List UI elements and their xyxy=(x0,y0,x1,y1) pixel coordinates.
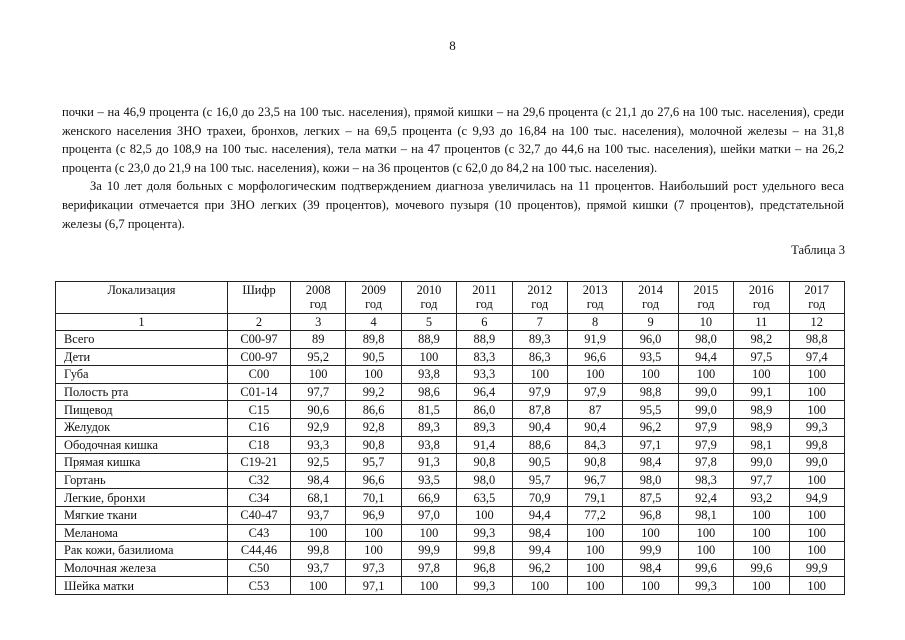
value-cell: 100 xyxy=(291,366,346,384)
localization-cell: Дети xyxy=(56,348,228,366)
value-cell: 98,4 xyxy=(512,524,567,542)
value-cell: 100 xyxy=(291,577,346,595)
header-code: Шифр xyxy=(228,282,291,314)
value-cell: 93,2 xyxy=(734,489,789,507)
value-cell: 77,2 xyxy=(567,506,622,524)
value-cell: 91,4 xyxy=(457,436,512,454)
value-cell: 89 xyxy=(291,331,346,349)
value-cell: 100 xyxy=(567,559,622,577)
value-cell: 98,4 xyxy=(623,454,678,472)
value-cell: 87 xyxy=(567,401,622,419)
column-number-cell: 2 xyxy=(228,314,291,331)
header-year-value: 2013 xyxy=(582,283,608,297)
value-cell: 100 xyxy=(734,577,789,595)
value-cell: 90,4 xyxy=(567,418,622,436)
value-cell: 97,0 xyxy=(401,506,456,524)
header-localization: Локализация xyxy=(56,282,228,314)
localization-cell: Молочная железа xyxy=(56,559,228,577)
header-year xyxy=(734,282,789,314)
header-year xyxy=(567,282,622,314)
value-cell: 97,7 xyxy=(291,383,346,401)
value-cell: 92,9 xyxy=(291,418,346,436)
column-number-cell: 8 xyxy=(567,314,622,331)
value-cell: 100 xyxy=(734,506,789,524)
value-cell: 100 xyxy=(346,366,401,384)
column-number-row xyxy=(56,314,845,331)
value-cell: 97,1 xyxy=(346,577,401,595)
value-cell: 100 xyxy=(567,542,622,560)
table-row xyxy=(56,542,845,560)
value-cell: 99,0 xyxy=(734,454,789,472)
value-cell: 93,5 xyxy=(623,348,678,366)
code-cell: С32 xyxy=(228,471,291,489)
value-cell: 86,3 xyxy=(512,348,567,366)
table-row xyxy=(56,471,845,489)
paragraph-continuation: почки – на 46,9 процента (с 16,0 до 23,5 на 100 тыс. населения), прямой кишки – на 29,6 процента (с 21,1 до 27,6 на 100 тыс. населения), среди женского населения ЗНО трахеи, бронхов, легких – на 69,5 процента (с 9,93 до 16,84 на 100 тыс. населения), молочной железы – на 31,8 процента (с 82,5 до 108,9 на 100 тыс. населения), тела матки – на 47 процентов (с 32,7 до 44,6 на 100 тыс. населения), шейки матки – на 26,2 процента (с 23,0 до 21,9 на 100 тыс. населения), кожи – на 36 процентов (с 62,0 до 84,2 на 100 тыс. населения). xyxy=(62,105,844,175)
code-cell: С00-97 xyxy=(228,331,291,349)
value-cell: 93,3 xyxy=(291,436,346,454)
value-cell: 88,9 xyxy=(457,331,512,349)
value-cell: 92,5 xyxy=(291,454,346,472)
header-year-value: 2015 xyxy=(693,283,719,297)
value-cell: 100 xyxy=(789,542,844,560)
value-cell: 100 xyxy=(346,542,401,560)
localization-cell: Пищевод xyxy=(56,401,228,419)
value-cell: 94,9 xyxy=(789,489,844,507)
table-row xyxy=(56,348,845,366)
localization-cell: Прямая кишка xyxy=(56,454,228,472)
code-cell: С01-14 xyxy=(228,383,291,401)
table-header-row xyxy=(56,282,845,314)
value-cell: 98,8 xyxy=(623,383,678,401)
header-year-word: год xyxy=(697,297,715,311)
table-row xyxy=(56,577,845,595)
value-cell: 98,6 xyxy=(401,383,456,401)
value-cell: 100 xyxy=(401,348,456,366)
value-cell: 98,4 xyxy=(291,471,346,489)
value-cell: 63,5 xyxy=(457,489,512,507)
value-cell: 88,9 xyxy=(401,331,456,349)
value-cell: 97,7 xyxy=(734,471,789,489)
value-cell: 97,9 xyxy=(567,383,622,401)
value-cell: 100 xyxy=(512,366,567,384)
value-cell: 98,0 xyxy=(678,331,733,349)
table-row xyxy=(56,418,845,436)
localization-cell: Шейка матки xyxy=(56,577,228,595)
table-row xyxy=(56,524,845,542)
value-cell: 96,9 xyxy=(346,506,401,524)
value-cell: 93,3 xyxy=(457,366,512,384)
value-cell: 100 xyxy=(734,366,789,384)
value-cell: 100 xyxy=(678,542,733,560)
header-year-word: год xyxy=(531,297,549,311)
value-cell: 100 xyxy=(789,577,844,595)
value-cell: 87,5 xyxy=(623,489,678,507)
header-year-word: год xyxy=(475,297,493,311)
value-cell: 90,8 xyxy=(567,454,622,472)
localization-cell: Меланома xyxy=(56,524,228,542)
localization-cell: Рак кожи, базилиома xyxy=(56,542,228,560)
value-cell: 88,6 xyxy=(512,436,567,454)
value-cell: 84,3 xyxy=(567,436,622,454)
value-cell: 97,9 xyxy=(512,383,567,401)
value-cell: 98,8 xyxy=(789,331,844,349)
code-cell: С44,46 xyxy=(228,542,291,560)
value-cell: 95,7 xyxy=(346,454,401,472)
column-number-cell: 10 xyxy=(678,314,733,331)
value-cell: 100 xyxy=(789,401,844,419)
value-cell: 93,8 xyxy=(401,436,456,454)
code-cell: С18 xyxy=(228,436,291,454)
value-cell: 93,7 xyxy=(291,559,346,577)
value-cell: 93,7 xyxy=(291,506,346,524)
code-cell: С00 xyxy=(228,366,291,384)
header-year xyxy=(512,282,567,314)
table-row xyxy=(56,383,845,401)
value-cell: 96,2 xyxy=(512,559,567,577)
table-row xyxy=(56,506,845,524)
header-year-value: 2017 xyxy=(804,283,830,297)
value-cell: 100 xyxy=(789,524,844,542)
header-year-value: 2016 xyxy=(748,283,774,297)
value-cell: 95,5 xyxy=(623,401,678,419)
verification-table xyxy=(55,281,845,595)
header-year-word: год xyxy=(586,297,604,311)
value-cell: 86,0 xyxy=(457,401,512,419)
value-cell: 99,6 xyxy=(734,559,789,577)
value-cell: 94,4 xyxy=(678,348,733,366)
value-cell: 92,8 xyxy=(346,418,401,436)
value-cell: 100 xyxy=(623,366,678,384)
value-cell: 98,2 xyxy=(734,331,789,349)
column-number-cell: 3 xyxy=(291,314,346,331)
value-cell: 86,6 xyxy=(346,401,401,419)
localization-cell: Всего xyxy=(56,331,228,349)
value-cell: 89,3 xyxy=(512,331,567,349)
value-cell: 100 xyxy=(789,471,844,489)
value-cell: 100 xyxy=(789,366,844,384)
header-year xyxy=(457,282,512,314)
value-cell: 97,8 xyxy=(678,454,733,472)
code-cell: С16 xyxy=(228,418,291,436)
code-cell: С50 xyxy=(228,559,291,577)
header-year xyxy=(789,282,844,314)
value-cell: 95,2 xyxy=(291,348,346,366)
value-cell: 96,0 xyxy=(623,331,678,349)
value-cell: 98,4 xyxy=(623,559,678,577)
value-cell: 100 xyxy=(567,366,622,384)
value-cell: 90,6 xyxy=(291,401,346,419)
value-cell: 100 xyxy=(734,542,789,560)
value-cell: 99,4 xyxy=(512,542,567,560)
value-cell: 98,3 xyxy=(678,471,733,489)
column-number-cell: 6 xyxy=(457,314,512,331)
value-cell: 93,5 xyxy=(401,471,456,489)
table-row xyxy=(56,436,845,454)
value-cell: 90,4 xyxy=(512,418,567,436)
code-cell: С15 xyxy=(228,401,291,419)
value-cell: 97,4 xyxy=(789,348,844,366)
value-cell: 96,7 xyxy=(567,471,622,489)
value-cell: 100 xyxy=(734,524,789,542)
value-cell: 90,5 xyxy=(346,348,401,366)
header-year-value: 2012 xyxy=(527,283,553,297)
table-row xyxy=(56,366,845,384)
value-cell: 93,8 xyxy=(401,366,456,384)
value-cell: 98,0 xyxy=(623,471,678,489)
column-number-cell: 7 xyxy=(512,314,567,331)
value-cell: 100 xyxy=(346,524,401,542)
header-year-word: год xyxy=(642,297,659,311)
header-year xyxy=(291,282,346,314)
value-cell: 100 xyxy=(623,577,678,595)
value-cell: 92,4 xyxy=(678,489,733,507)
localization-cell: Мягкие ткани xyxy=(56,506,228,524)
header-year xyxy=(401,282,456,314)
value-cell: 100 xyxy=(567,577,622,595)
value-cell: 99,9 xyxy=(623,542,678,560)
value-cell: 97,9 xyxy=(678,436,733,454)
header-year-value: 2010 xyxy=(416,283,442,297)
localization-cell: Желудок xyxy=(56,418,228,436)
code-cell: С34 xyxy=(228,489,291,507)
header-year-word: год xyxy=(309,297,327,311)
value-cell: 99,3 xyxy=(457,524,512,542)
value-cell: 99,9 xyxy=(789,559,844,577)
value-cell: 100 xyxy=(678,524,733,542)
value-cell: 99,2 xyxy=(346,383,401,401)
value-cell: 98,1 xyxy=(678,506,733,524)
header-year xyxy=(346,282,401,314)
value-cell: 100 xyxy=(401,577,456,595)
value-cell: 97,5 xyxy=(734,348,789,366)
column-number-cell: 12 xyxy=(789,314,844,331)
table-row xyxy=(56,401,845,419)
header-year-word: год xyxy=(752,297,770,311)
column-number-cell: 1 xyxy=(56,314,228,331)
value-cell: 96,6 xyxy=(567,348,622,366)
value-cell: 89,8 xyxy=(346,331,401,349)
header-year xyxy=(678,282,733,314)
code-cell: С19-21 xyxy=(228,454,291,472)
value-cell: 100 xyxy=(401,524,456,542)
header-year-word: год xyxy=(808,297,826,311)
value-cell: 97,1 xyxy=(623,436,678,454)
localization-cell: Ободочная кишка xyxy=(56,436,228,454)
column-number-cell: 11 xyxy=(734,314,789,331)
code-cell: С43 xyxy=(228,524,291,542)
value-cell: 100 xyxy=(789,506,844,524)
table-caption: Таблица 3 xyxy=(791,243,845,257)
value-cell: 99,3 xyxy=(789,418,844,436)
table-row xyxy=(56,489,845,507)
value-cell: 87,8 xyxy=(512,401,567,419)
value-cell: 98,0 xyxy=(457,471,512,489)
value-cell: 66,9 xyxy=(401,489,456,507)
value-cell: 99,0 xyxy=(789,454,844,472)
page-number: 8 xyxy=(449,38,456,53)
value-cell: 95,7 xyxy=(512,471,567,489)
value-cell: 99,1 xyxy=(734,383,789,401)
value-cell: 98,1 xyxy=(734,436,789,454)
header-year-value: 2014 xyxy=(638,283,663,297)
value-cell: 68,1 xyxy=(291,489,346,507)
localization-cell: Легкие, бронхи xyxy=(56,489,228,507)
body-text xyxy=(62,103,844,233)
value-cell: 96,2 xyxy=(623,418,678,436)
localization-cell: Губа xyxy=(56,366,228,384)
value-cell: 97,8 xyxy=(401,559,456,577)
value-cell: 99,0 xyxy=(678,383,733,401)
value-cell: 90,8 xyxy=(346,436,401,454)
value-cell: 96,4 xyxy=(457,383,512,401)
value-cell: 70,1 xyxy=(346,489,401,507)
value-cell: 100 xyxy=(623,524,678,542)
column-number-cell: 4 xyxy=(346,314,401,331)
value-cell: 89,3 xyxy=(401,418,456,436)
code-cell: С00-97 xyxy=(228,348,291,366)
value-cell: 97,3 xyxy=(346,559,401,577)
header-year xyxy=(623,282,678,314)
value-cell: 100 xyxy=(678,366,733,384)
value-cell: 90,5 xyxy=(512,454,567,472)
value-cell: 89,3 xyxy=(457,418,512,436)
value-cell: 100 xyxy=(789,383,844,401)
header-year-value: 2011 xyxy=(472,283,497,297)
header-year-word: год xyxy=(365,297,383,311)
value-cell: 100 xyxy=(457,506,512,524)
header-year-value: 2009 xyxy=(361,283,386,297)
value-cell: 94,4 xyxy=(512,506,567,524)
table-row xyxy=(56,559,845,577)
value-cell: 91,9 xyxy=(567,331,622,349)
value-cell: 96,6 xyxy=(346,471,401,489)
value-cell: 99,0 xyxy=(678,401,733,419)
header-year-value: 2008 xyxy=(305,283,331,297)
header-year-word: год xyxy=(420,297,438,311)
value-cell: 100 xyxy=(291,524,346,542)
paragraph-verification: За 10 лет доля больных с морфологическим подтверждением диагноза увеличилась на 11 процентов. Наибольший рост удельного веса верификации отмечается при ЗНО легких (39 процентов), мочевого пузыря (10 процентов), прямой кишки (7 процентов), предстательной железы (6,7 процента). xyxy=(62,179,844,231)
value-cell: 98,9 xyxy=(734,401,789,419)
column-number-cell: 5 xyxy=(401,314,456,331)
value-cell: 99,8 xyxy=(291,542,346,560)
value-cell: 97,9 xyxy=(678,418,733,436)
value-cell: 99,8 xyxy=(789,436,844,454)
value-cell: 99,6 xyxy=(678,559,733,577)
value-cell: 100 xyxy=(512,577,567,595)
value-cell: 100 xyxy=(567,524,622,542)
localization-cell: Полость рта xyxy=(56,383,228,401)
value-cell: 99,8 xyxy=(457,542,512,560)
table-row xyxy=(56,331,845,349)
value-cell: 91,3 xyxy=(401,454,456,472)
value-cell: 98,9 xyxy=(734,418,789,436)
value-cell: 99,3 xyxy=(678,577,733,595)
value-cell: 81,5 xyxy=(401,401,456,419)
value-cell: 96,8 xyxy=(623,506,678,524)
value-cell: 79,1 xyxy=(567,489,622,507)
code-cell: С53 xyxy=(228,577,291,595)
value-cell: 83,3 xyxy=(457,348,512,366)
column-number-cell: 9 xyxy=(623,314,678,331)
value-cell: 99,9 xyxy=(401,542,456,560)
value-cell: 90,8 xyxy=(457,454,512,472)
table-row xyxy=(56,454,845,472)
value-cell: 70,9 xyxy=(512,489,567,507)
value-cell: 99,3 xyxy=(457,577,512,595)
value-cell: 96,8 xyxy=(457,559,512,577)
localization-cell: Гортань xyxy=(56,471,228,489)
code-cell: С40-47 xyxy=(228,506,291,524)
